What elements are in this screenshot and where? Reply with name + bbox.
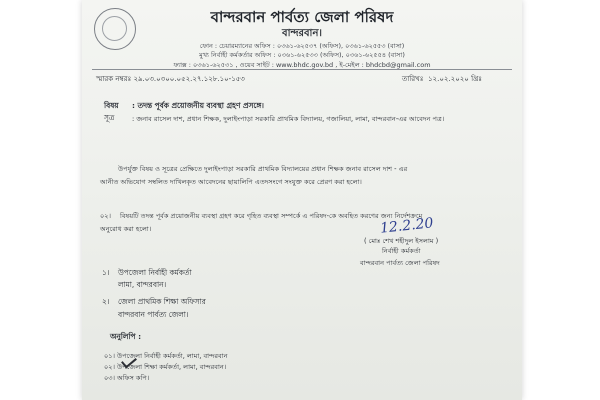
memo-date-label: তারিখঃ bbox=[402, 75, 424, 83]
body-paragraph-1-line-2: আনীত অভিযোগ সম্বলিত দাখিলকৃত আবেদনের ছায়ালিপি এতদসংগে সংযুক্ত করে প্রেরণ করা হলো। bbox=[100, 178, 362, 186]
copy-item-3: ০৩। অফিস কপি। bbox=[104, 374, 150, 382]
body-paragraph-2-line-1: বিষয়টি তদন্ত পূর্বক প্রয়োজনীয় ব্যবস্থা গ্রহণ করে গৃহিত ব্যবস্থা সম্পর্কে এ পরিষদ-কে অবহিত করণের জন্য নির্দেশক্রমে bbox=[120, 212, 423, 220]
recipient-1-line-2: লামা, বান্দরবান। bbox=[118, 280, 167, 289]
memo-date-value: ১২.০২.২০২০ খ্রিঃ bbox=[428, 75, 483, 83]
recipient-2-line-1: জেলা প্রাথমিক শিক্ষা অফিসার bbox=[118, 297, 206, 306]
memo-number: স্মারক নম্বরঃ ২৯.০৩.০৩০০.০৫২.২৭.১২৮.১০-১৫৩ bbox=[96, 75, 245, 83]
letterhead-contact-1: ফোন : চেয়ারম্যানের অফিস : ০৩৬১-৬২৫৩৭ (অফিস), ০৩৬১-৬২৫৫৩ (বাসা) bbox=[199, 42, 405, 50]
reference-text: : জনাব রাসেল দাশ, প্রধান শিক্ষক, দুলাইংপাড়া সরকারি প্রাথমিক বিদ্যালয়, গজালিয়া, লামা, বান্দরবান-এর আবেদন পত্র। bbox=[132, 115, 445, 123]
copy-heading: অনুলিপি : bbox=[110, 332, 142, 341]
letter-document bbox=[82, 0, 522, 400]
signatory-title: নির্বাহী কর্মকর্তা bbox=[382, 247, 421, 255]
signatory-name: ( মোঃ শেখ শহীদুল ইসলাম ) bbox=[364, 237, 439, 245]
letterhead-divider bbox=[92, 69, 512, 70]
letterhead-subtitle: বান্দরবান। bbox=[282, 28, 322, 39]
recipient-1-number: ১। bbox=[102, 268, 110, 277]
copy-item-1: ০১। উপজেলা নির্বাহী কর্মকর্তা, লামা, বান্দরবান bbox=[104, 352, 228, 360]
signatory-organization: বান্দরবান পার্বত্য জেলা পরিষদ bbox=[360, 259, 440, 267]
letterhead-contact-2: মুখ্য নির্বাহী কর্মকর্তার অফিস : ০৩৬১-৬২৫৩৩ (অফিস), ০৩৬১-৬২৫৫৪ (বাসা) bbox=[199, 51, 405, 59]
body-paragraph-2-number: ০২। bbox=[100, 212, 111, 220]
subject-label: বিষয় bbox=[104, 101, 119, 110]
recipient-1-line-1: উপজেলা নির্বাহী কর্মকর্তা bbox=[118, 268, 192, 277]
letterhead-contact-3: ফ্যাক্স : ০৩৬১-৬২৫৩১ , ওয়েব সাইট : www.bhdc.gov.bd , ই-মেইল : bhdcbd@gmail.com bbox=[173, 61, 431, 69]
letterhead-title: বান্দরবান পার্বত্য জেলা পরিষদ bbox=[210, 8, 394, 26]
reference-label: সূত্র bbox=[104, 113, 115, 122]
handwritten-signature: 12.2.20 bbox=[379, 215, 435, 237]
copy-item-2: ০২। উপজেলা শিক্ষা কর্মকর্তা, লামা, বান্দরবান। bbox=[104, 363, 227, 371]
body-paragraph-2-line-2: অনুরোধ করা হলো। bbox=[100, 225, 152, 233]
subject-text: : তদন্ত পূর্বক প্রয়োজনীয় ব্যবস্থা গ্রহণ প্রসঙ্গে। bbox=[132, 101, 264, 110]
recipient-2-line-2: বান্দরবান পার্বত্য জেলা। bbox=[118, 310, 189, 319]
recipient-2-number: ২। bbox=[102, 297, 110, 306]
body-paragraph-1-line-1: উপর্যুক্ত বিষয় ও সূত্রের প্রেক্ষিতে দুলাইংপাড়া সরকারি প্রাথমিক বিদ্যালয়ের প্রধান শিক্ষক জনাব রাসেল দাশ - এর bbox=[118, 165, 408, 173]
